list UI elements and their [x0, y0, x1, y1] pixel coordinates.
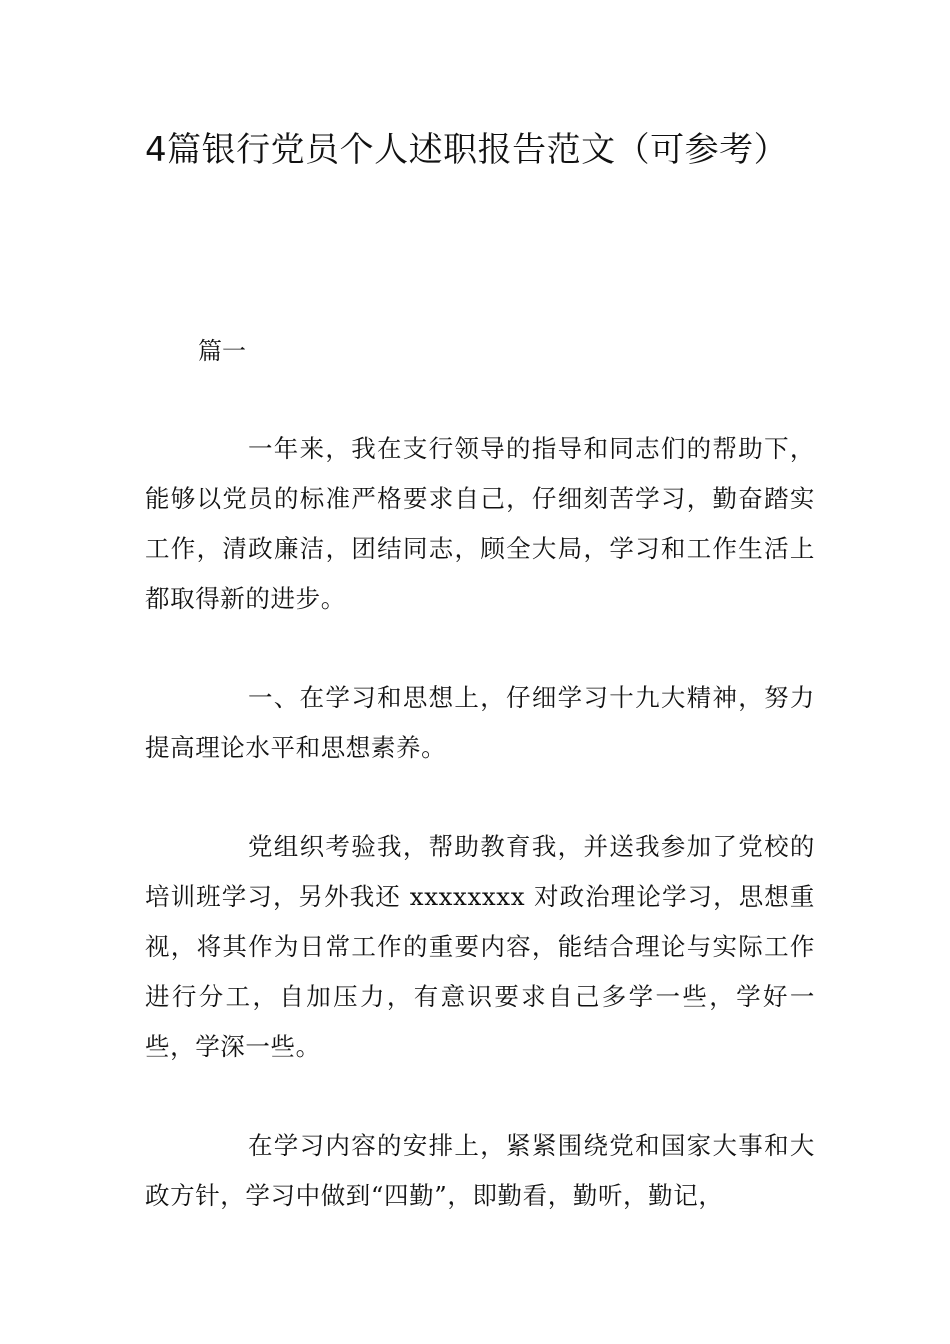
section-label: 篇一	[198, 337, 246, 365]
paragraph: 在学习内容的安排上，紧紧围绕党和国家大事和大政方针，学习中做到“四勤”，即勤看，勤听，勤记，	[145, 1131, 815, 1210]
paragraph: 一年来，我在支行领导的指导和同志们的帮助下，能够以党员的标准严格要求自己，仔细刻苦学习，勤奋踏实工作，清政廉洁，团结同志，顾全大局，学习和工作生活上都取得新的进步。	[145, 434, 815, 613]
paragraph: 党组织考验我，帮助教育我，并送我参加了党校的培训班学习，另外我还 xxxxxxxx 对政治理论学习，思想重视，将其作为日常工作的重要内容，能结合理论与实际工作进行分工，自加压力，有意识要求自己多学一些，学好一些，学深一些。	[145, 832, 815, 1061]
paragraph: 一、在学习和思想上，仔细学习十九大精神，努力提高理论水平和思想素养。	[145, 683, 815, 762]
document-title: 4篇银行党员个人述职报告范文（可参考）	[145, 130, 789, 170]
